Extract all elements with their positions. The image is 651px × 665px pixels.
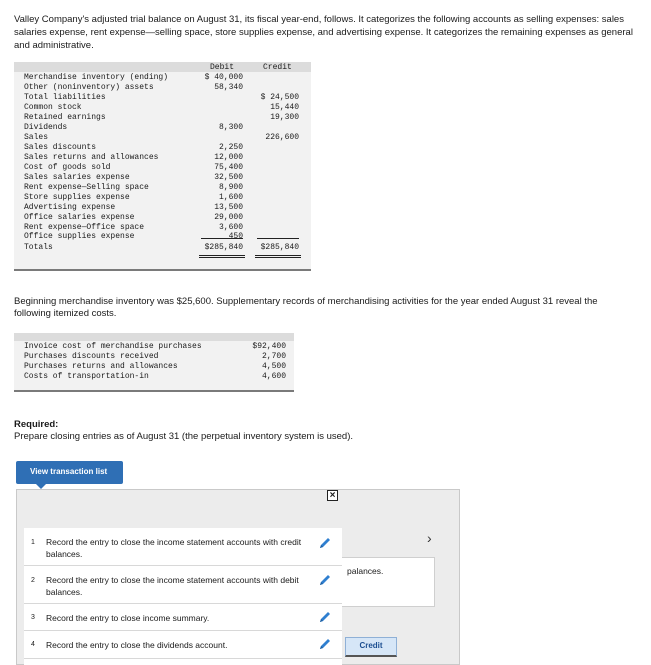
list-item[interactable]: 2 Record the entry to close the income statement accounts with debit balances. <box>24 566 342 604</box>
beginning-inventory-text: Beginning merchandise inventory was $25,600. Supplementary records of merchandising activities for the year ended August 31 reveal the following itemized costs. <box>14 296 598 319</box>
pencil-icon[interactable] <box>318 637 332 651</box>
entry-description-text: palances. <box>347 566 384 576</box>
required-heading: Required: <box>14 419 59 430</box>
trial-balance-table <box>14 62 311 271</box>
table-row: Office salaries expense 29,000 <box>24 213 243 222</box>
table-row: Sales returns and allowances 12,000 <box>24 153 243 162</box>
table-row: Store supplies expense 1,600 <box>24 193 243 202</box>
list-item-label: Record the entry to close the income statement accounts with credit balances. <box>46 537 302 559</box>
table-row: Rent expense—Selling space 8,900 <box>24 183 243 192</box>
view-transaction-list-button[interactable]: View transaction list <box>16 461 123 484</box>
chevron-right-icon[interactable]: › <box>427 530 432 546</box>
pencil-icon[interactable] <box>318 610 332 624</box>
list-item[interactable]: 3 Record the entry to close income summary. <box>24 604 342 631</box>
table-row: Merchandise inventory (ending) $ 40,000 <box>24 73 243 82</box>
table-row: Rent expense—Office space 3,600 <box>24 223 243 232</box>
pencil-icon[interactable] <box>318 536 332 550</box>
table-row: Retained earnings 19,300 <box>24 113 299 122</box>
credit-underline <box>257 238 299 239</box>
table-row: Other (noninventory) assets 58,340 <box>24 83 243 92</box>
credit-double-underline <box>255 255 301 258</box>
pencil-icon[interactable] <box>318 573 332 587</box>
table-row: Purchases discounts received 2,700 <box>24 352 286 361</box>
list-item[interactable]: 4 Record the entry to close the dividends account. <box>24 631 342 659</box>
required-text: Prepare closing entries as of August 31 (the perpetual inventory system is used). <box>14 431 354 442</box>
table-row: Costs of transportation-in 4,600 <box>24 372 286 381</box>
credit-header: Credit <box>263 63 292 72</box>
list-item-label: Record the entry to close income summary. <box>46 613 210 623</box>
table-row: Office supplies expense 450 <box>24 232 243 241</box>
itemized-costs-table <box>14 333 294 392</box>
entry-description-box <box>339 557 435 607</box>
table-row: Cost of goods sold 75,400 <box>24 163 243 172</box>
debit-underline <box>201 238 243 239</box>
table-row: Sales salaries expense 32,500 <box>24 173 243 182</box>
list-item-label: Record the entry to close the dividends account. <box>46 640 228 650</box>
debit-double-underline <box>199 255 245 258</box>
table-row: Purchases returns and allowances 4,500 <box>24 362 286 371</box>
table-row: Dividends 8,300 <box>24 123 243 132</box>
close-icon[interactable]: × <box>327 490 338 501</box>
credit-column-header: Credit <box>345 637 397 657</box>
table-row: Sales discounts 2,250 <box>24 143 243 152</box>
table-row: Common stock 15,440 <box>24 103 299 112</box>
transaction-list <box>24 528 342 665</box>
table-row: Invoice cost of merchandise purchases $92,400 <box>24 342 286 351</box>
costs-header <box>14 333 294 341</box>
table-row: Total liabilities $ 24,500 <box>24 93 299 102</box>
table-row: Sales 226,600 <box>24 133 299 142</box>
debit-header: Debit <box>210 63 235 72</box>
intro-text: Valley Company's adjusted trial balance on August 31, its fiscal year-end, follows. It categorizes the following accounts as selling expenses: sales salaries expense, rent expense—selling space, store supplies expense, and advertising expense. It categorizes the remaining expenses as general and administrative. <box>14 14 633 51</box>
list-item-label: Record the entry to close the income statement accounts with debit balances. <box>46 575 299 597</box>
list-item[interactable]: 1 Record the entry to close the income statement accounts with credit balances. <box>24 528 342 566</box>
table-row: Advertising expense 13,500 <box>24 203 243 212</box>
totals-row: Totals $285,840 $285,840 <box>24 243 299 252</box>
